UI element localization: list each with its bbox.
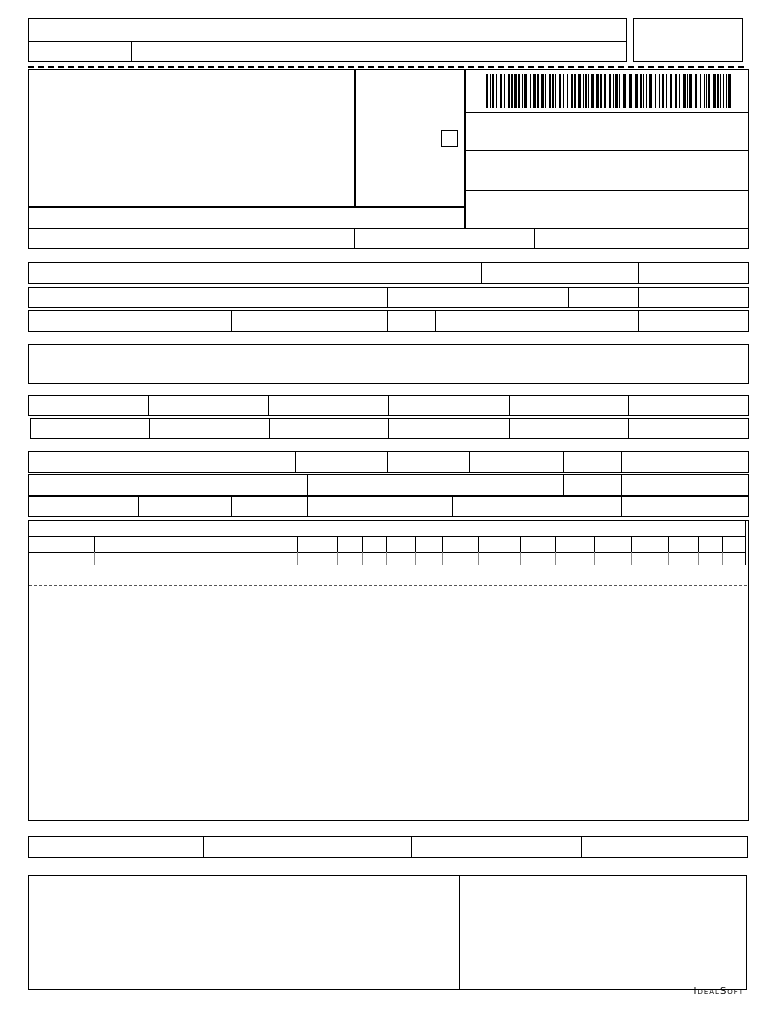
products-col-tick — [415, 552, 416, 565]
transport-row-2 — [28, 474, 749, 496]
products-col-tick — [722, 552, 723, 565]
products-col-tick — [555, 552, 556, 565]
transport-r3-div-4 — [452, 496, 453, 517]
access-key-divider-1 — [464, 112, 749, 113]
tax-r2-div-3 — [388, 418, 389, 439]
invoice-installments-box — [28, 344, 749, 384]
tax-r1-div-5 — [628, 395, 629, 416]
issqn-div-1 — [203, 836, 204, 858]
additional-info-box — [28, 875, 460, 990]
tax-r2-div-1 — [149, 418, 150, 439]
products-col-tick — [386, 552, 387, 565]
products-col-tick — [94, 552, 95, 565]
transport-r3-div-1 — [138, 496, 139, 517]
registration-divider-1 — [354, 228, 355, 249]
tax-r1-div-1 — [148, 395, 149, 416]
receipt-stub-divider — [28, 41, 626, 42]
tax-r1-div-4 — [509, 395, 510, 416]
issqn-div-2 — [411, 836, 412, 858]
transport-r1-div-5 — [621, 451, 622, 473]
recipient-r2-div-3 — [638, 287, 639, 308]
transport-row-1 — [28, 451, 749, 473]
products-table — [28, 520, 749, 821]
transport-row-3 — [28, 496, 749, 517]
receipt-stub-date-divider — [131, 41, 132, 61]
transport-r1-div-2 — [387, 451, 388, 473]
receipt-stub-number-box — [633, 18, 743, 62]
issuer-box — [28, 69, 356, 208]
products-col-divider — [94, 536, 95, 552]
products-col-tick — [698, 552, 699, 565]
tax-row-2 — [30, 418, 749, 439]
products-col-tick — [520, 552, 521, 565]
products-col-divider — [362, 536, 363, 552]
receipt-stub-box — [28, 18, 627, 62]
products-col-tick — [594, 552, 595, 565]
registration-row — [28, 228, 749, 249]
tax-r2-div-2 — [269, 418, 270, 439]
products-col-tick — [337, 552, 338, 565]
reserved-fisco-box — [459, 875, 747, 990]
operation-nature-box — [28, 206, 466, 229]
products-col-divider — [668, 536, 669, 552]
recipient-row-1 — [28, 262, 749, 284]
transport-r1-div-1 — [295, 451, 296, 473]
products-header-top — [28, 536, 746, 537]
transport-r2-div-1 — [307, 474, 308, 496]
recipient-r3-div-1 — [231, 310, 232, 332]
products-col-tick — [362, 552, 363, 565]
products-col-divider — [297, 536, 298, 552]
recipient-r2-div-2 — [568, 287, 569, 308]
products-col-divider — [594, 536, 595, 552]
products-col-divider — [478, 536, 479, 552]
products-col-tick — [668, 552, 669, 565]
access-key-divider-2 — [464, 150, 749, 151]
transport-r1-div-3 — [469, 451, 470, 473]
products-col-tick — [478, 552, 479, 565]
tax-r2-div-5 — [628, 418, 629, 439]
transport-r2-div-3 — [621, 474, 622, 496]
transport-r1-div-4 — [563, 451, 564, 473]
tax-r2-div-4 — [509, 418, 510, 439]
barcode-bar — [731, 74, 732, 108]
products-col-divider — [442, 536, 443, 552]
products-col-tick — [442, 552, 443, 565]
tax-r1-div-2 — [268, 395, 269, 416]
products-col-tick — [297, 552, 298, 565]
products-col-divider — [555, 536, 556, 552]
transport-r3-div-3 — [307, 496, 308, 517]
recipient-r2-div-1 — [387, 287, 388, 308]
recipient-r3-div-4 — [638, 310, 639, 332]
recipient-row-3 — [28, 310, 749, 332]
recipient-row-2 — [28, 287, 749, 308]
products-col-divider — [722, 536, 723, 552]
tax-r1-div-3 — [388, 395, 389, 416]
products-col-divider — [631, 536, 632, 552]
products-dotted-line — [29, 585, 747, 586]
products-right-inner — [745, 520, 746, 565]
products-col-divider — [386, 536, 387, 552]
recipient-r1-div-2 — [638, 262, 639, 284]
issqn-div-3 — [581, 836, 582, 858]
products-col-divider — [415, 536, 416, 552]
products-col-tick — [631, 552, 632, 565]
brand-mark: IdealSoft — [693, 986, 744, 997]
entry-exit-checkbox[interactable] — [441, 130, 458, 147]
recipient-r3-div-2 — [387, 310, 388, 332]
products-col-divider — [698, 536, 699, 552]
issqn-row — [28, 836, 748, 858]
transport-r3-div-2 — [231, 496, 232, 517]
transport-r3-div-5 — [621, 496, 622, 517]
registration-divider-2 — [534, 228, 535, 249]
cut-line — [28, 66, 744, 68]
recipient-r1-div-1 — [481, 262, 482, 284]
access-key-divider-3 — [464, 190, 749, 191]
transport-r2-div-2 — [563, 474, 564, 496]
products-col-divider — [520, 536, 521, 552]
products-header-bottom — [28, 552, 746, 553]
products-col-divider — [337, 536, 338, 552]
barcode-graphic — [486, 74, 734, 108]
recipient-r3-div-3 — [435, 310, 436, 332]
